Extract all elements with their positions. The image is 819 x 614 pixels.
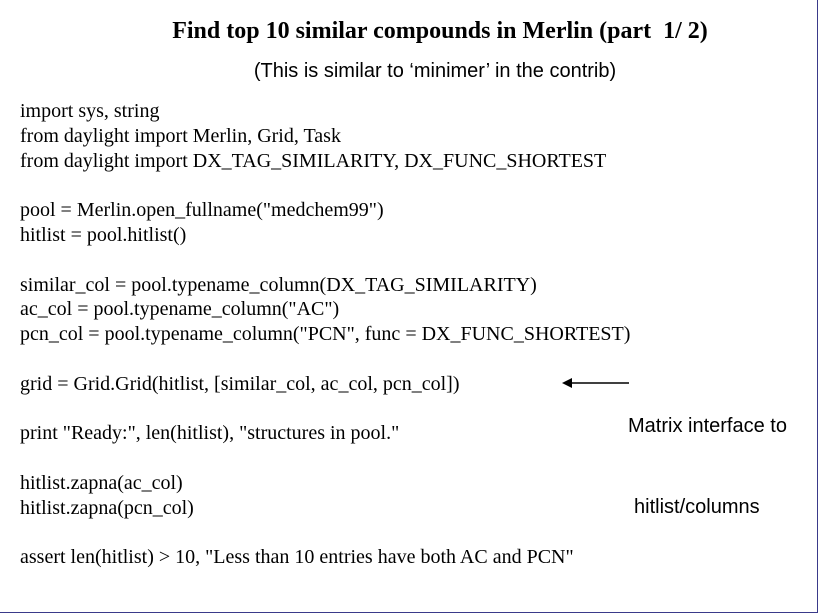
code-line: pool = Merlin.open_fullname("medchem99")	[20, 199, 384, 222]
code-line: hitlist.zapna(ac_col)	[20, 471, 183, 494]
code-line: from daylight import DX_TAG_SIMILARITY, DX_FUNC_SHORTEST	[20, 149, 607, 172]
slide-title: Find top 10 similar compounds in Merlin (part 1/ 2)	[172, 18, 708, 44]
code-line	[20, 397, 630, 422]
code-line	[20, 347, 630, 372]
code-line	[20, 521, 630, 546]
code-line: import sys, string	[20, 100, 160, 122]
code-line: print "Ready:", len(hitlist), "structures in pool."	[20, 422, 400, 445]
code-line: grid = Grid.Grid(hitlist, [similar_col, ac_col, pcn_col])	[20, 372, 460, 395]
code-line: pcn_col = pool.typename_column("PCN", func = DX_FUNC_SHORTEST)	[20, 323, 631, 346]
slide-subtitle: (This is similar to ‘minimer’ in the contrib)	[253, 60, 617, 82]
code-line: similar_col = pool.typename_column(DX_TAG_SIMILARITY)	[20, 273, 537, 296]
code-block	[20, 99, 630, 570]
code-line: assert len(hitlist) > 10, "Less than 10 entries have both AC and PCN"	[20, 546, 574, 569]
code-line: ac_col = pool.typename_column("AC")	[20, 298, 340, 321]
code-line: hitlist.zapna(pcn_col)	[20, 496, 194, 519]
annotation-callout	[628, 359, 787, 575]
code-line	[20, 446, 630, 471]
left-arrow-icon	[562, 376, 630, 390]
code-line	[20, 248, 630, 273]
code-line: from daylight import Merlin, Grid, Task	[20, 124, 341, 147]
annotation-line: hitlist/columns	[634, 496, 760, 518]
code-line	[20, 173, 630, 198]
annotation-line: Matrix interface to	[628, 415, 787, 437]
code-line: hitlist = pool.hitlist()	[20, 223, 187, 246]
